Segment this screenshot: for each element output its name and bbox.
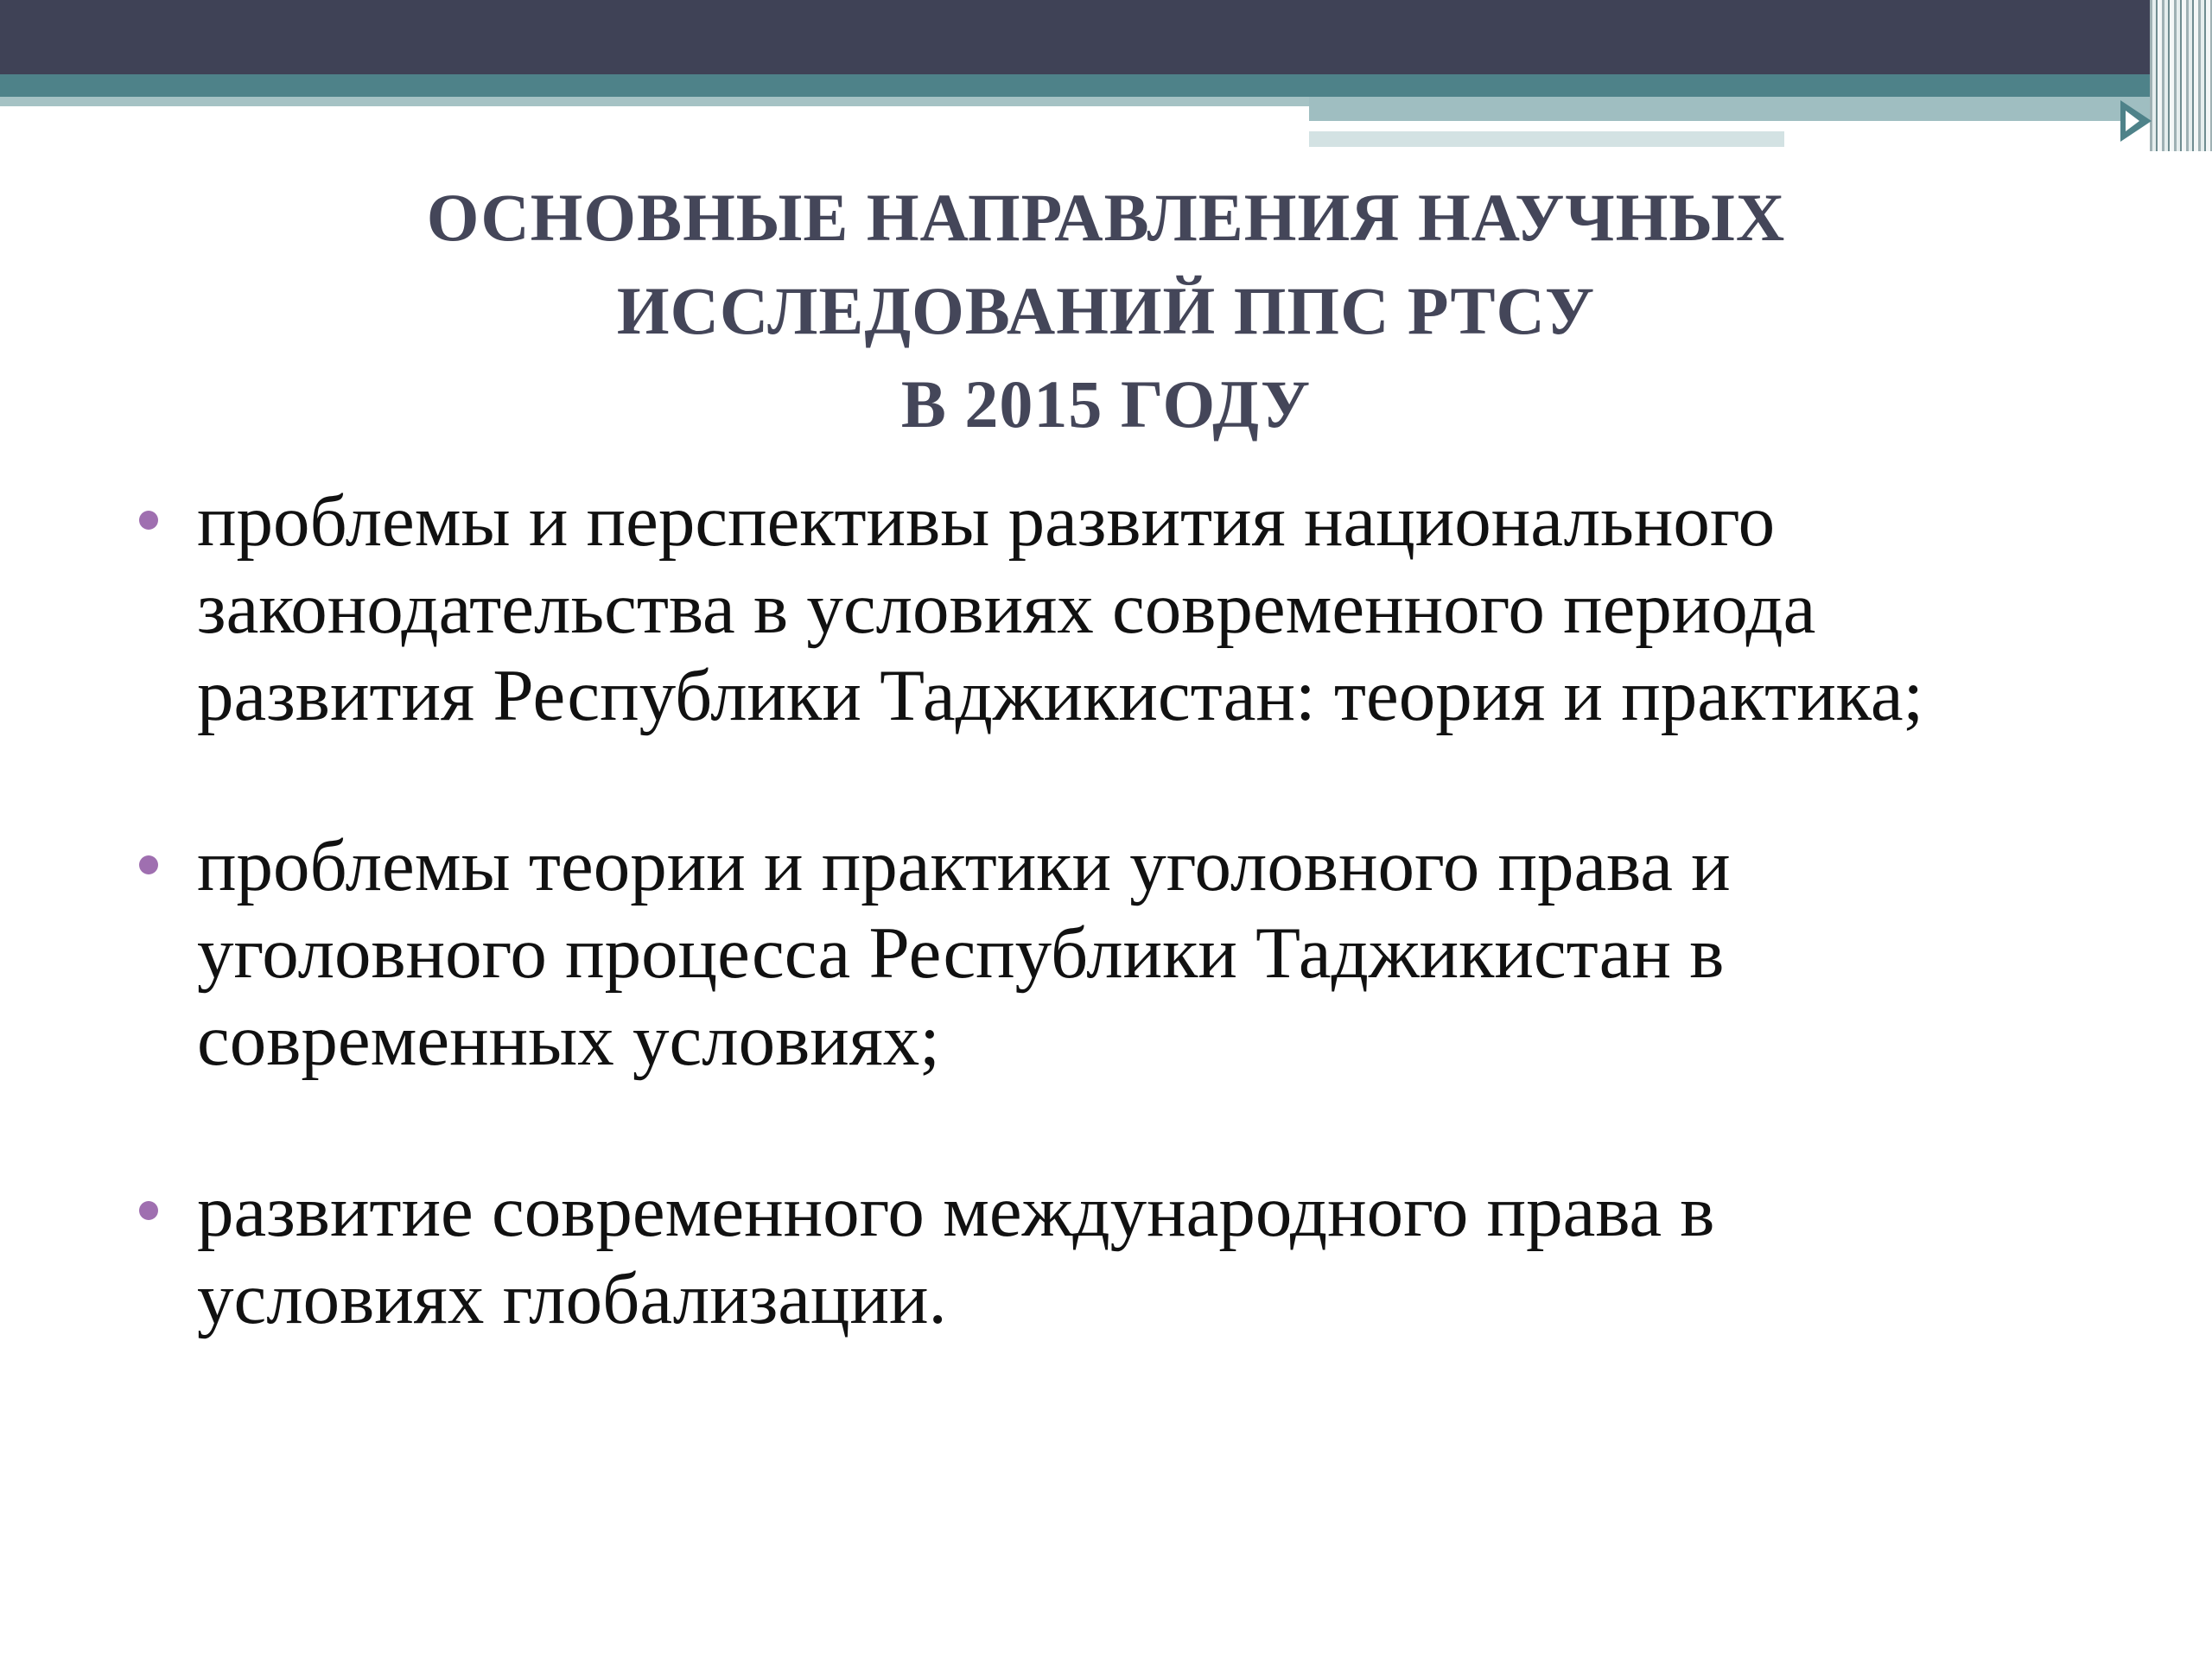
bullet-line: уголовного процесса Республики Таджикистан в bbox=[197, 912, 1725, 994]
slide-title-line: ОСНОВНЫЕ НАПРАВЛЕНИЯ НАУЧНЫХ bbox=[426, 180, 1786, 255]
bullet-line: развитие современного международного права в bbox=[197, 1171, 1715, 1252]
bullet-item bbox=[197, 1168, 2184, 1343]
bullet-text bbox=[197, 823, 2184, 1084]
bullet-text bbox=[197, 1168, 2184, 1343]
bullet-dot-icon bbox=[139, 511, 158, 530]
bullet-line: законодательства в условиях современного периода bbox=[197, 568, 1816, 649]
bullet-line: проблемы и перспективы развития национального bbox=[197, 480, 1776, 562]
bullet-item bbox=[197, 478, 2184, 740]
bullet-line: условиях глобализации. bbox=[197, 1258, 947, 1339]
bullet-line: проблемы теории и практики уголовного права и bbox=[197, 825, 1731, 906]
bullet-line: современных условиях; bbox=[197, 1000, 940, 1081]
bullet-dot-icon bbox=[139, 1201, 158, 1220]
slide-title-line: ИССЛЕДОВАНИЙ ППС РТСУ bbox=[616, 273, 1596, 348]
bullet-dot-icon bbox=[139, 855, 158, 874]
slide-title-line: В 2015 ГОДУ bbox=[900, 366, 1312, 442]
bullet-line: развития Республики Таджикистан: теория и практика; bbox=[197, 655, 1924, 736]
bullet-item bbox=[197, 823, 2184, 1084]
bullet-text bbox=[197, 478, 2184, 740]
